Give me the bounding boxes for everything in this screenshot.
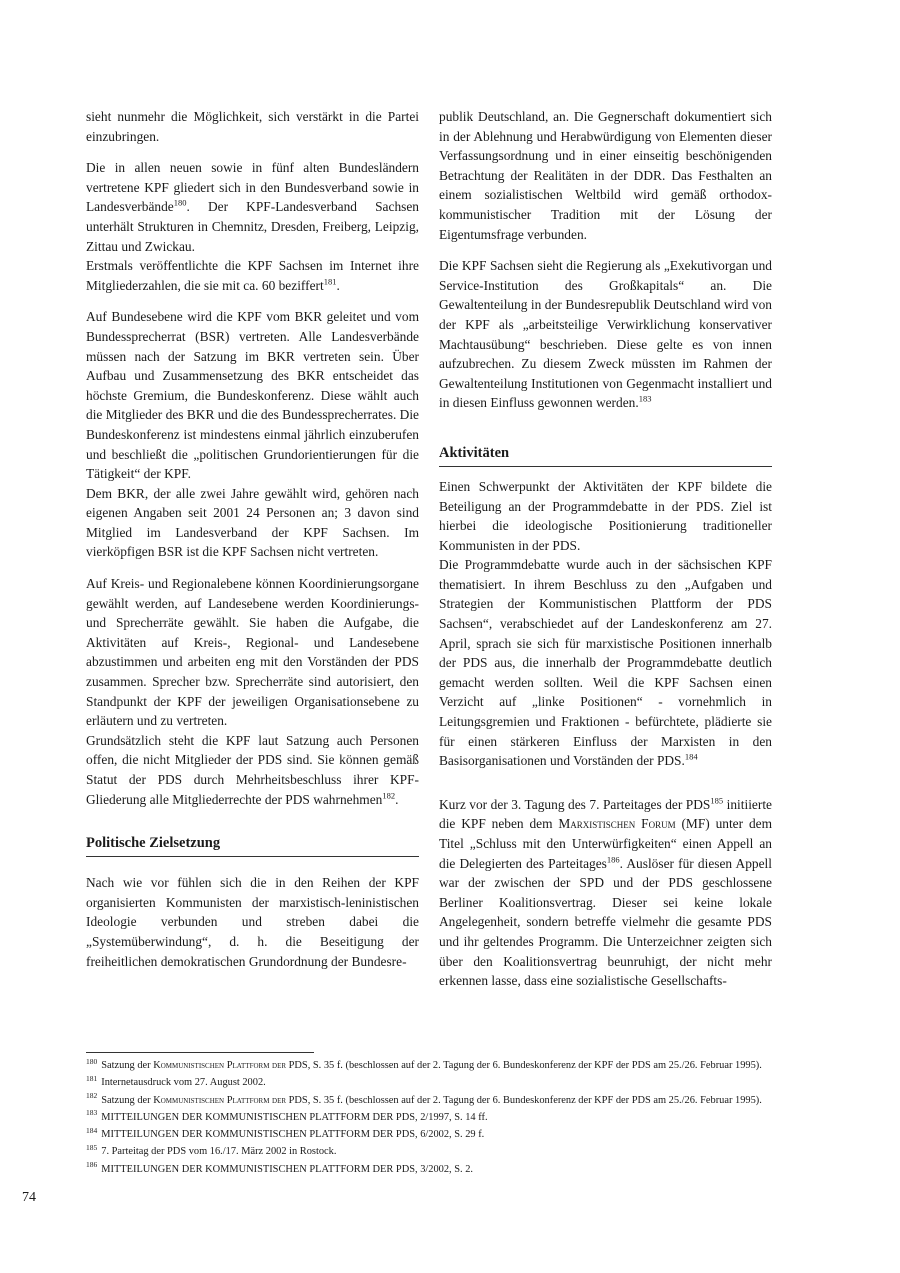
footnote-number: 182: [86, 1091, 98, 1101]
footnote: $^{186}$ MITTEILUNGEN DER KOMMUNISTISCHEN PLATTFORM DER PDS, 3/2002, S. 2.: [86, 1160, 474, 1175]
paragraph: Kurz vor der 3. Tagung des 7. Parteitages der PDS$^{185}$ initiierte die KPF neben dem Marxistischen Forum (MF) unter dem Titel „Schluss mit den Unterwürfigkeiten“ einen Appell an die Delegierten des Parteitages$^{186}$. Auslöser für diesen Appell war der zwischen der SPD und der PDS geschlossene Berliner Koalitionsvertrag. Dieser sei keine lokale Angelegenheit, sondern betreffe vielmehr die gesamte PDS und ihr geltendes Programm. Die Unterzeichner zeigten sich über den Koalitionsvertrag beunruhigt, der nicht mehr erkennen lasse, dass eine sozialistische Gesellschafts-: [439, 795, 772, 989]
footnote-number: 180: [86, 1056, 98, 1066]
organization-name: Marxistischen Forum: [558, 816, 676, 832]
paragraph: Die KPF Sachsen sieht die Regierung als „Exekutivorgan und Service-Institution des Großkapitals“ an. Die Gewaltenteilung in der Bundesrepublik Deutschland wird von der KPF als „arbeitsteilige Verwirklichung konservativer Machtausübung“ beschrieben. Diese gelte es von innen aufzubrechen. Zu diesem Zweck müssten im Rahmen der Gewaltenteilung Institutionen von Gegenmacht installiert und in diesen Einfluss gewonnen werden.$^{183}$: [439, 258, 772, 411]
footnotes: [86, 1052, 776, 1179]
footnote-number: 183: [86, 1108, 98, 1118]
footnote-ref[interactable]: 180: [173, 197, 187, 208]
footnote: $^{185}$ 7. Parteitag der PDS vom 16./17. März 2002 in Rostock.: [86, 1143, 337, 1158]
footnote-ref[interactable]: 181: [323, 276, 337, 287]
paragraph: Nach wie vor fühlen sich die in den Reihen der KPF organisierten Kommunisten der marxistisch-leninistischen Ideologie verbunden und streben dabei die „Systemüberwindung“, d. h. die Beseitigung der freiheitlichen demokratischen Grundordnung der Bundesre-: [86, 875, 419, 969]
paragraph: Auf Bundesebene wird die KPF vom BKR geleitet und vom Bundessprecherrat (BSR) vertreten. Alle Landesverbände müssen nach der Satzung im BKR vertreten sein. Über Aufbau und Zusammensetzung des BKR entscheidet das höchste Gremium, die Bundeskonferenz. Diese wählt auch die Mitglieder des BKR und die des Bundessprecherrates. Die Bundeskonferenz ist mindestens einmal jährlich einzuberufen und beschließt die „politischen Grundorientierungen für die Tätigkeit“ der KPF.: [86, 309, 419, 482]
paragraph: Dem BKR, der alle zwei Jahre gewählt wird, gehören nach eigenen Angaben seit 2001 24 Personen an; 3 davon sind Mitglied im Landesverband der KPF Sachsen. Im vierköpfigen BSR ist die KPF Sachsen nicht vertreten.: [86, 485, 419, 560]
footnote: $^{180}$ Satzung der Kommunistischen Plattform der PDS, S. 35 f. (beschlossen auf der 2. Tagung der 6. Bundeskonferenz der KPF der PDS am 25./26. Februar 1995).: [86, 1056, 762, 1071]
footnote-ref[interactable]: 182: [382, 790, 396, 801]
footnote-ref[interactable]: 183: [638, 393, 652, 404]
footnote: $^{181}$ Internetausdruck vom 27. August 2002.: [86, 1073, 266, 1089]
paragraph: Auf Kreis- und Regionalebene können Koordinierungsorgane gewählt werden, auf Landesebene werden Koordinierungs- und Sprecherräte gewählt. Sie haben die Aufgabe, die Aktivitäten auf Kreis-, Regional- und Landesebene abzustimmen und arbeiten eng mit den Vorständen der PDS zusammen. Sprecher bzw. Sprecherräte sind autorisiert, den Standpunkt der KPF der jeweiligen Organisationsebene zu erläutern und zu vertreten.: [86, 576, 419, 729]
footnote-number: 184: [86, 1125, 98, 1135]
footnote: $^{182}$ Satzung der Kommunistischen Plattform der PDS, S. 35 f. (beschlossen auf der 2. Tagung der 6. Bundeskonferenz der KPF der PDS am 25./26. Februar 1995).: [86, 1091, 762, 1106]
page-number: 74: [22, 1190, 36, 1205]
paragraph: Grundsätzlich steht die KPF laut Satzung auch Personen offen, die nicht Mitglieder der PDS sind. Sie können gemäß Statut der PDS durch Mehrheitsbeschluss ihrer KPF-Gliederung alle Mitgliederrechte der PDS wahrnehmen$^{182}$.: [86, 732, 419, 807]
paragraph: Die in allen neuen sowie in fünf alten Bundesländern vertretene KPF gliedert sich in den Bundesverband sowie in Landesverbände$^{180}$. Der KPF-Landesverband Sachsen unterhält Strukturen in Chemnitz, Dresden, Freiberg, Leipzig, Zittau und Zwickau.: [86, 160, 419, 254]
footnote-number: 186: [86, 1160, 98, 1170]
section-heading: Aktivitäten: [439, 443, 772, 467]
section-heading: Politische Zielsetzung: [86, 833, 419, 857]
paragraph: Einen Schwerpunkt der Aktivitäten der KPF bildete die Beteiligung an der Programmdebatte in der PDS. Ziel ist hierbei die ideologische Positionierung traditioneller Kommunisten in der PDS.: [439, 478, 772, 553]
footnote: $^{184}$ MITTEILUNGEN DER KOMMUNISTISCHEN PLATTFORM DER PDS, 6/2002, S. 29 f.: [86, 1125, 485, 1141]
footnote-number: 185: [86, 1143, 98, 1153]
paragraph: Erstmals veröffentlichte die KPF Sachsen im Internet ihre Mitgliederzahlen, die sie mit ca. 60 beziffert$^{181}$.: [86, 258, 419, 293]
left-column: [86, 107, 419, 971]
paragraph: Die Programmdebatte wurde auch in der sächsischen KPF thematisiert. In ihrem Beschluss zu den „Aufgaben und Strategien der Kommunistischen Plattform der PDS Sachsen“, verabschiedet auf der Landeskonferenz am 27. April, sprach sie sich für marxistische Positionen innerhalb der PDS aus, die innerhalb der Programmdebatte deutlich gemacht werden sollten. Weil die KPF Sachsen einen Verzicht auf „linke Positionen“ - vornehmlich in Leitungsgremien und Fraktionen - befürchtete, plädierte sie für einen stärkeren Einfluss der Marxisten in den Basisorganisationen und Vorständen der PDS.$^{184}$: [439, 557, 772, 769]
footnote-ref[interactable]: 185: [710, 795, 724, 806]
footnote-divider: [86, 1052, 314, 1053]
right-column: [439, 107, 772, 991]
paragraph: sieht nunmehr die Möglichkeit, sich verstärkt in die Partei einzubringen.: [86, 109, 419, 144]
footnote-ref[interactable]: 184: [684, 751, 698, 762]
footnote-ref[interactable]: 186: [606, 854, 620, 865]
footnote: $^{183}$ MITTEILUNGEN DER KOMMUNISTISCHEN PLATTFORM DER PDS, 2/1997, S. 14 ff.: [86, 1108, 488, 1123]
paragraph: publik Deutschland, an. Die Gegnerschaft dokumentiert sich in der Ablehnung und Herabwürdigung von Elementen dieser Verfassungsordnung und in einer einseitig beschönigenden Betrachtung der Realitäten in der DDR. Das Festhalten an einem sozialistischen Weltbild wird gemäß orthodox-kommunistischer Tradition mit der Lösung der Eigentumsfrage verbunden.: [439, 109, 772, 242]
footnote-number: 181: [86, 1073, 98, 1083]
